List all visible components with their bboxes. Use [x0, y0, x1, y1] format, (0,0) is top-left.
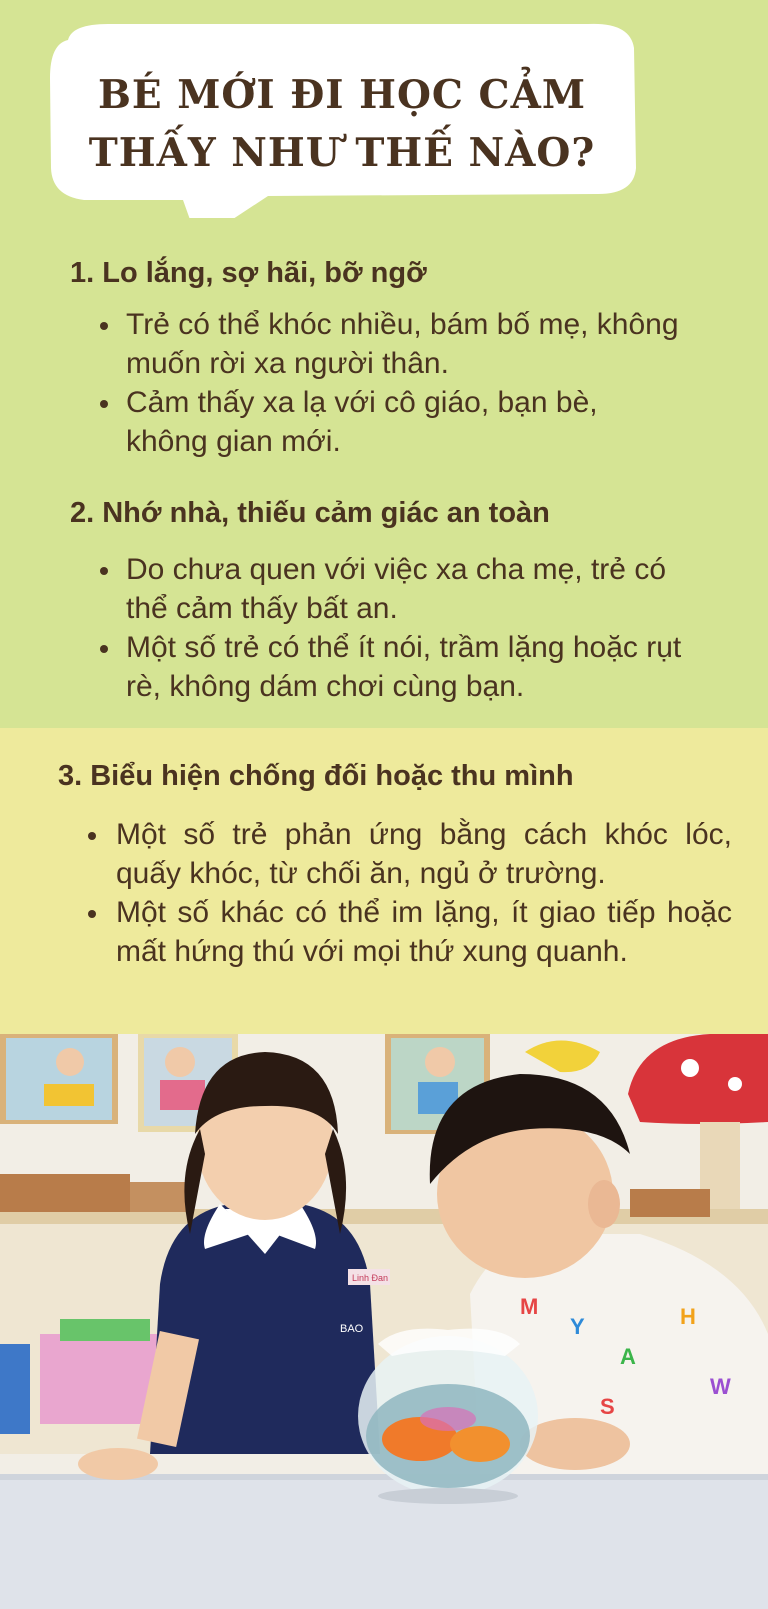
list-item: Một số trẻ phản ứng bằng cách khóc lóc, quấy khóc, từ chối ăn, ngủ ở trường. — [86, 815, 732, 893]
svg-text:M: M — [520, 1294, 539, 1319]
section-1-list — [100, 305, 680, 461]
list-item: Cảm thấy xa lạ với cô giáo, bạn bè, không gian mới. — [100, 383, 680, 461]
svg-text:A: A — [620, 1344, 636, 1369]
list-item: Do chưa quen với việc xa cha mẹ, trẻ có thể cảm thấy bất an. — [100, 550, 700, 628]
svg-text:H: H — [680, 1304, 696, 1329]
classroom-photo — [0, 1034, 768, 1609]
section-heading-2: 2. Nhớ nhà, thiếu cảm giác an toàn — [70, 497, 550, 529]
shirt-logo-text: BAO — [340, 1323, 364, 1335]
section-heading-1: 1. Lo lắng, sợ hãi, bỡ ngỡ — [70, 257, 427, 289]
section-3-list — [86, 815, 732, 971]
name-tag: Linh Đan — [352, 1273, 389, 1283]
section-2-list — [100, 550, 700, 706]
svg-text:W: W — [710, 1374, 731, 1399]
list-item: Một số khác có thể im lặng, ít giao tiếp hoặc mất hứng thú với mọi thứ xung quanh. — [86, 893, 732, 971]
section-heading-3: 3. Biểu hiện chống đối hoặc thu mình — [58, 760, 574, 792]
page-title: BÉ MỚI ĐI HỌC CẢM THẤY NHƯ THẾ NÀO? — [88, 72, 596, 176]
classroom-photo-illustration — [0, 1034, 768, 1609]
list-item: Trẻ có thể khóc nhiều, bám bố mẹ, không muốn rời xa người thân. — [100, 305, 680, 383]
list-item: Một số trẻ có thể ít nói, trầm lặng hoặc rụt rè, không dám chơi cùng bạn. — [100, 628, 700, 706]
svg-text:S: S — [600, 1394, 615, 1419]
svg-text:Y: Y — [570, 1314, 585, 1339]
